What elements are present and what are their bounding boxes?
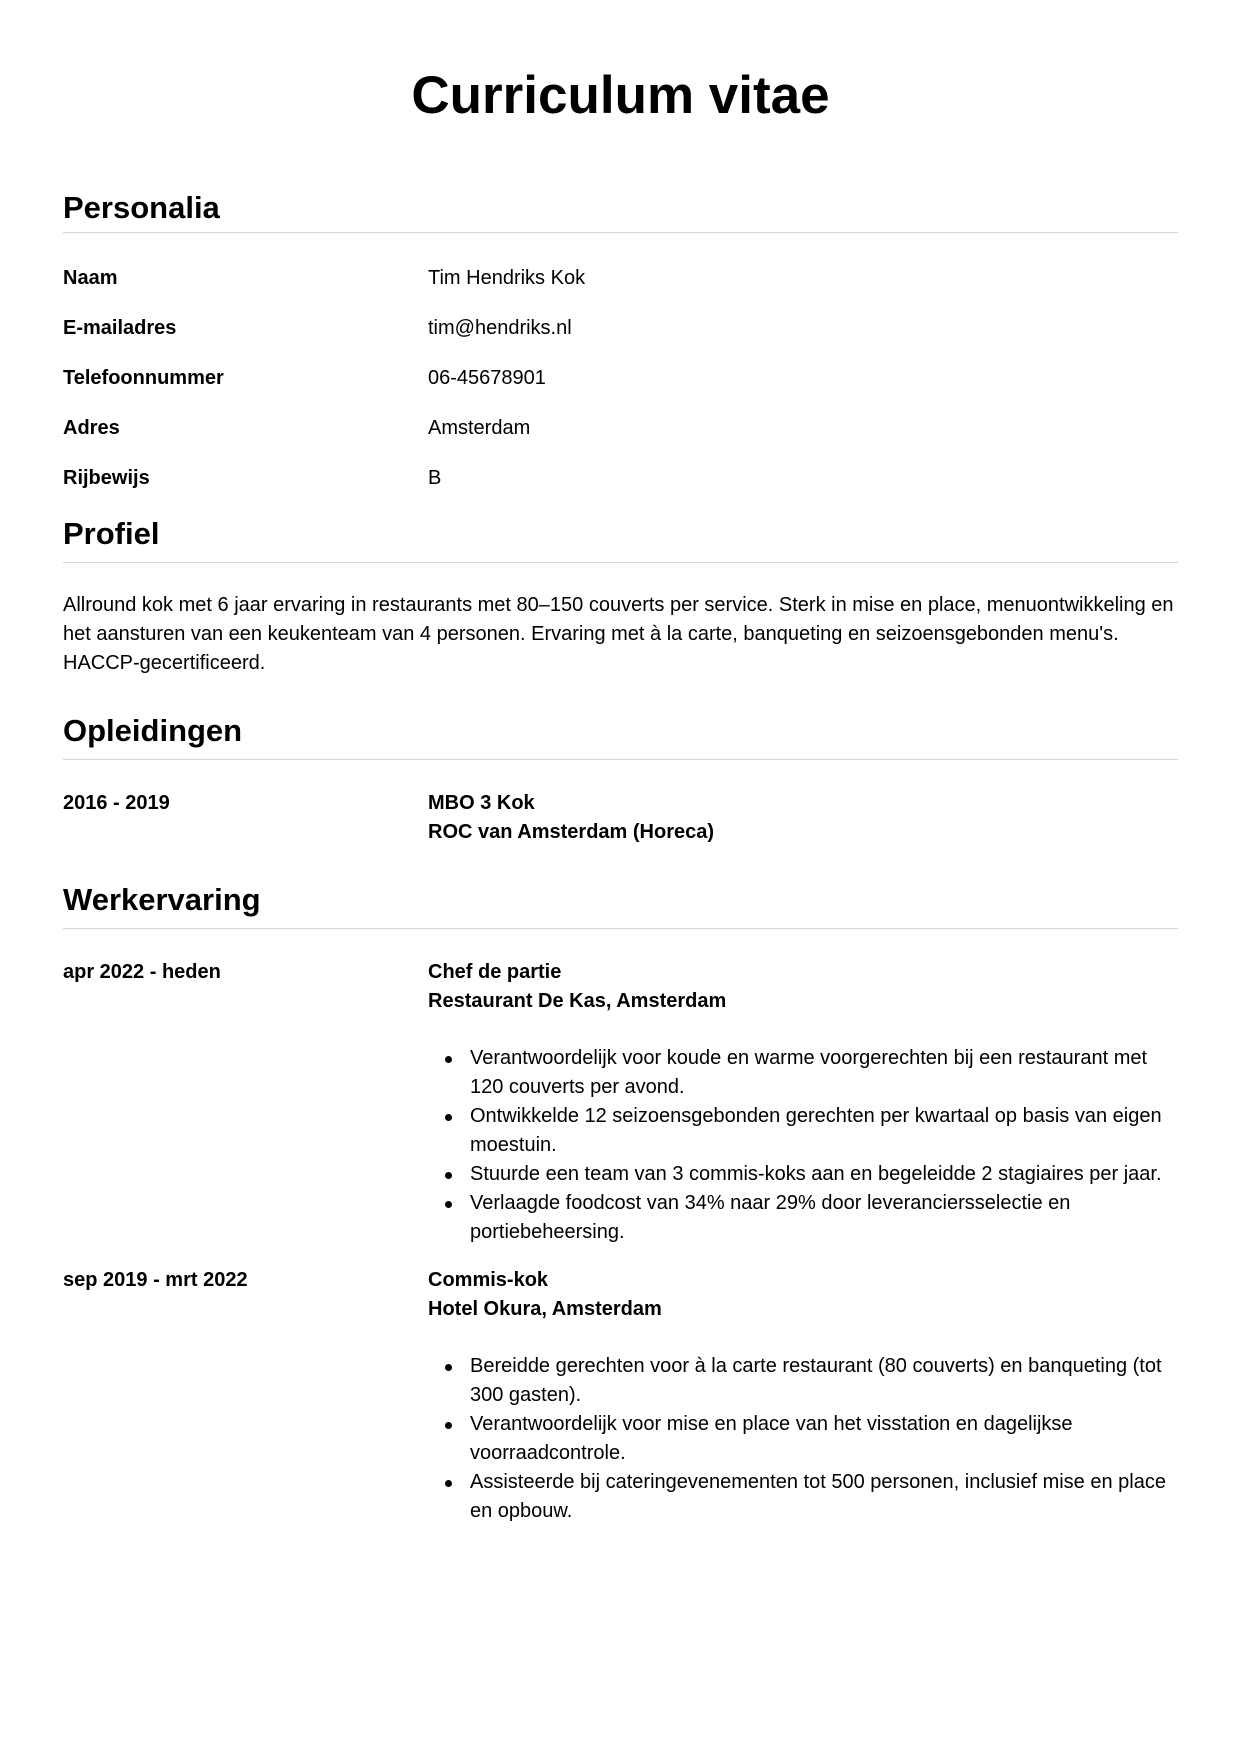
entry-employer: Restaurant De Kas, Amsterdam <box>428 990 727 1012</box>
section-header <box>63 711 1178 760</box>
work-entry <box>63 1266 1178 1526</box>
personalia-row-adres <box>63 414 1178 442</box>
entry-period: apr 2022 - heden <box>63 961 221 983</box>
list-item: Verantwoordelijk voor mise en place van het visstation en dagelijkse voorraadcontrole. <box>428 1410 1178 1468</box>
entry-title: Chef de partie <box>428 961 562 983</box>
field-value: Amsterdam <box>428 417 531 439</box>
section-title: Opleidingen <box>63 713 243 748</box>
cv-page <box>63 0 1178 1526</box>
education-entry <box>63 789 1178 847</box>
profile-text: Allround kok met 6 jaar ervaring in restaurants met 80–150 couverts per service. Sterk in mise en place, menuontwikkeling en het aansturen van een keukenteam van 4 personen. Ervaring met à la carte, banqueting en seizoensgebonden menu's. HACCP-gecertificeerd. <box>63 594 1174 674</box>
entry-period: sep 2019 - mrt 2022 <box>63 1269 248 1291</box>
entry-body <box>428 1266 1178 1526</box>
list-item: Assisteerde bij cateringevenementen tot 500 personen, inclusief mise en place en opbouw. <box>428 1468 1178 1526</box>
personalia-list <box>63 264 1178 492</box>
list-item: Verantwoordelijk voor koude en warme voorgerechten bij een restaurant met 120 couverts per avond. <box>428 1044 1178 1102</box>
personalia-row-naam <box>63 264 1178 292</box>
list-item: Stuurde een team van 3 commis-koks aan en begeleidde 2 stagiaires per jaar. <box>428 1160 1178 1189</box>
field-value: Tim Hendriks Kok <box>428 267 586 289</box>
section-opleidingen <box>63 711 1178 847</box>
entry-period: 2016 - 2019 <box>63 792 170 814</box>
field-value: tim@hendriks.nl <box>428 317 572 339</box>
section-personalia <box>63 188 1178 492</box>
section-werkervaring <box>63 880 1178 1526</box>
personalia-row-rijbewijs <box>63 464 1178 492</box>
entry-body <box>428 789 1178 847</box>
field-label: Adres <box>63 417 120 439</box>
personalia-row-telefoon <box>63 364 1178 392</box>
personalia-row-email <box>63 314 1178 342</box>
list-item: Verlaagde foodcost van 34% naar 29% door leveranciersselectie en portiebeheersing. <box>428 1189 1178 1247</box>
section-header <box>63 880 1178 929</box>
section-title: Profiel <box>63 516 160 551</box>
section-title: Personalia <box>63 190 220 225</box>
field-value: 06-45678901 <box>428 367 546 389</box>
document-title: Curriculum vitae <box>411 66 830 125</box>
field-label: Telefoonnummer <box>63 367 224 389</box>
entry-employer: Hotel Okura, Amsterdam <box>428 1298 662 1320</box>
field-label: E-mailadres <box>63 317 177 339</box>
entry-title: Commis-kok <box>428 1269 549 1291</box>
section-title: Werkervaring <box>63 882 261 917</box>
entry-body <box>428 958 1178 1247</box>
entry-title: MBO 3 Kok <box>428 792 535 814</box>
field-value: B <box>428 467 442 489</box>
work-entry <box>63 958 1178 1247</box>
field-label: Naam <box>63 267 118 289</box>
list-item: Bereidde gerechten voor à la carte restaurant (80 couverts) en banqueting (tot 300 gasten). <box>428 1352 1178 1410</box>
field-label: Rijbewijs <box>63 467 150 489</box>
section-profiel <box>63 514 1178 678</box>
bullet-list <box>428 1044 1178 1247</box>
bullet-list <box>428 1352 1178 1526</box>
section-header <box>63 188 1178 233</box>
section-header <box>63 514 1178 563</box>
list-item: Ontwikkelde 12 seizoensgebonden gerechten per kwartaal op basis van eigen moestuin. <box>428 1102 1178 1160</box>
entry-institution: ROC van Amsterdam (Horeca) <box>428 821 715 843</box>
